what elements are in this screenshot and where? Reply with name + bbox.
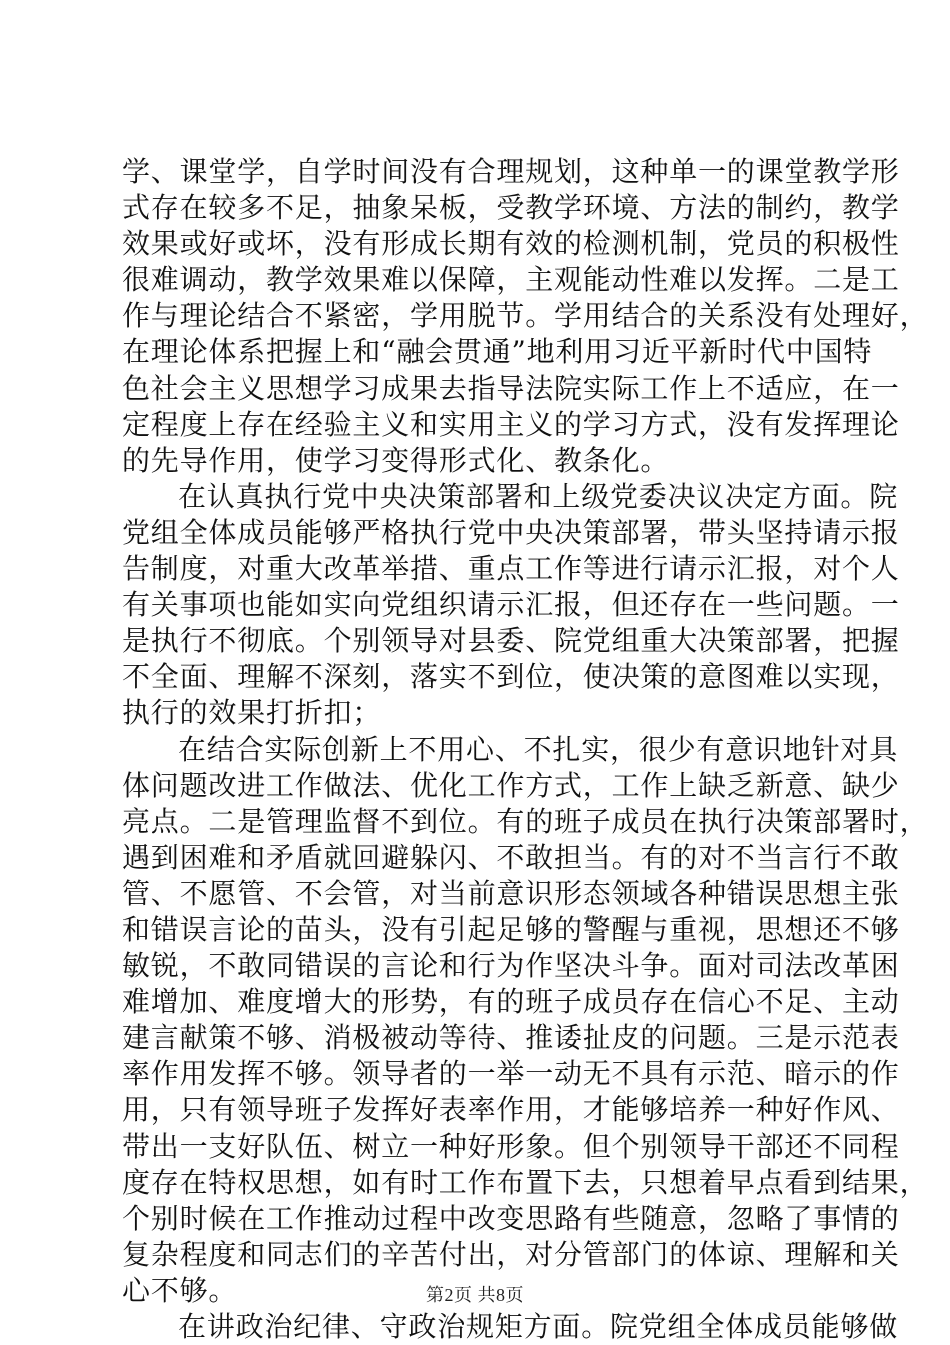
text-line: 不全面、理解不深刻，落实不到位，使决策的意图难以实现， xyxy=(122,660,900,694)
text-line: 是执行不彻底。个别领导对县委、院党组重大决策部署，把握 xyxy=(122,624,900,658)
text-line: 率作用发挥不够。领导者的一举一动无不具有示范、暗示的作 xyxy=(122,1057,900,1091)
text-line: 亮点。二是管理监督不到位。有的班子成员在执行决策部署时， xyxy=(122,804,929,838)
text-line: 式存在较多不足，抽象呆板，受教学环境、方法的制约，教学 xyxy=(122,191,900,225)
text-line: 很难调动，教学效果难以保障，主观能动性难以发挥。二是工 xyxy=(122,263,900,297)
text-line: 效果或好或坏，没有形成长期有效的检测机制，党员的积极性 xyxy=(122,227,900,261)
text-line: 用，只有领导班子发挥好表率作用，才能够培养一种好作风、 xyxy=(122,1093,900,1127)
text-line: 心不够。 xyxy=(122,1273,238,1307)
text-line: 遇到困难和矛盾就回避躲闪、不敢担当。有的对不当言行不敢 xyxy=(122,840,900,874)
text-line: 度存在特权思想，如有时工作布置下去，只想着早点看到结果， xyxy=(122,1165,929,1199)
text-line: 敏锐，不敢同错误的言论和行为作坚决斗争。面对司法改革困 xyxy=(122,949,900,983)
text-line: 在理论体系把握上和“融会贯通”地利用习近平新时代中国特 xyxy=(122,335,873,369)
text-line: 复杂程度和同志们的辛苦付出，对分管部门的体谅、理解和关 xyxy=(122,1237,900,1271)
text-line: 告制度，对重大改革举措、重点工作等进行请示汇报，对个人 xyxy=(122,552,900,586)
text-line: 带出一支好队伍、树立一种好形象。但个别领导干部还不同程 xyxy=(122,1129,900,1163)
text-line: 难增加、难度增大的形势，有的班子成员存在信心不足、主动 xyxy=(122,985,900,1019)
document-body xyxy=(122,154,929,1345)
text-line: 建言献策不够、消极被动等待、推诿扯皮的问题。三是示范表 xyxy=(122,1021,900,1055)
page-number-footer: 第2页 共8页 xyxy=(426,1285,524,1305)
text-line: 个别时候在工作推动过程中改变思路有些随意，忽略了事情的 xyxy=(122,1201,900,1235)
text-line: 色社会主义思想学习成果去指导法院实际工作上不适应，在一 xyxy=(122,371,900,405)
text-line: 执行的效果打折扣； xyxy=(122,696,382,730)
text-line: 定程度上存在经验主义和实用主义的学习方式，没有发挥理论 xyxy=(122,407,900,441)
text-line: 体问题改进工作做法、优化工作方式，工作上缺乏新意、缺少 xyxy=(122,768,900,802)
text-line: 学、课堂学，自学时间没有合理规划，这种单一的课堂教学形 xyxy=(122,155,900,188)
paragraph-start-line: 在认真执行党中央决策部署和上级党委决议决定方面。院 xyxy=(178,479,899,513)
text-line: 有关事项也能如实向党组织请示汇报，但还存在一些问题。一 xyxy=(122,588,900,622)
text-line: 党组全体成员能够严格执行党中央决策部署，带头坚持请示报 xyxy=(122,515,900,549)
text-line: 管、不愿管、不会管，对当前意识形态领域各种错误思想主张 xyxy=(122,876,900,910)
text-line: 作与理论结合不紧密，学用脱节。学用结合的关系没有处理好， xyxy=(122,299,929,333)
text-line: 的先导作用，使学习变得形式化、教条化。 xyxy=(122,443,670,477)
paragraph-start-line: 在讲政治纪律、守政治规矩方面。院党组全体成员能够做 xyxy=(178,1310,899,1343)
text-line: 和错误言论的苗头，没有引起足够的警醒与重视，思想还不够 xyxy=(122,912,900,946)
paragraph-start-line: 在结合实际创新上不用心、不扎实，很少有意识地针对具 xyxy=(178,732,899,766)
